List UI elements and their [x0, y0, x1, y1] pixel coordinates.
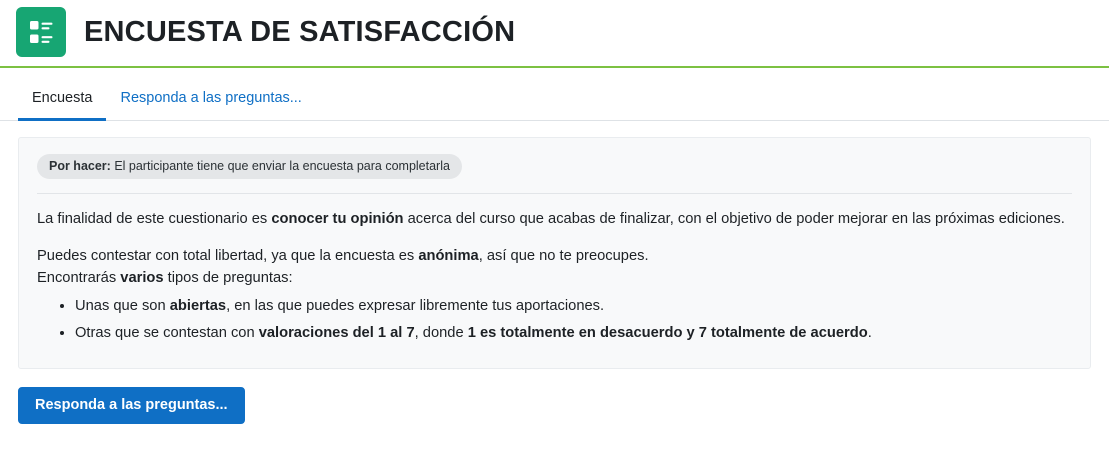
intro-paragraph-1: La finalidad de este cuestionario es conocer tu opinión acerca del curso que acabas de finalizar, con el objetivo de poder mejorar en las próximas ediciones. — [37, 211, 1065, 227]
list-item: • Unas que son abiertas, en las que puedes expresar libremente tus aportaciones. — [75, 295, 1072, 317]
tab-responda-a-las-preguntas[interactable]: Responda a las preguntas... — [120, 89, 302, 106]
list-item: • Otras que se contestan con valoraciones del 1 al 7, donde 1 es totalmente en desacuerdo y 7 totalmente de acuerdo. — [75, 322, 1072, 344]
divider — [37, 193, 1072, 194]
content-wrapper — [0, 121, 1109, 369]
survey-list-icon — [16, 7, 66, 57]
action-row — [0, 369, 1109, 424]
status-badge — [37, 154, 462, 179]
page-title: ENCUESTA DE SATISFACCIÓN — [84, 15, 516, 48]
status-badge-label: Por hacer: — [49, 159, 111, 173]
question-types-list — [37, 295, 1072, 344]
question-types-block — [37, 268, 1072, 344]
answer-questions-button[interactable]: Responda a las preguntas... — [18, 387, 245, 424]
tab-encuesta[interactable]: Encuesta — [18, 91, 106, 122]
intro-paragraph-3: Encontrarás varios tipos de preguntas: — [37, 269, 293, 286]
activity-description-card — [18, 137, 1091, 369]
intro-paragraph-2: Puedes contestar con total libertad, ya que la encuesta es anónima, así que no te preocupes. — [37, 248, 649, 265]
status-badge-text: El participante tiene que enviar la encuesta para completarla — [110, 159, 450, 173]
activity-tabs — [0, 68, 1109, 121]
page-header — [0, 0, 1109, 68]
